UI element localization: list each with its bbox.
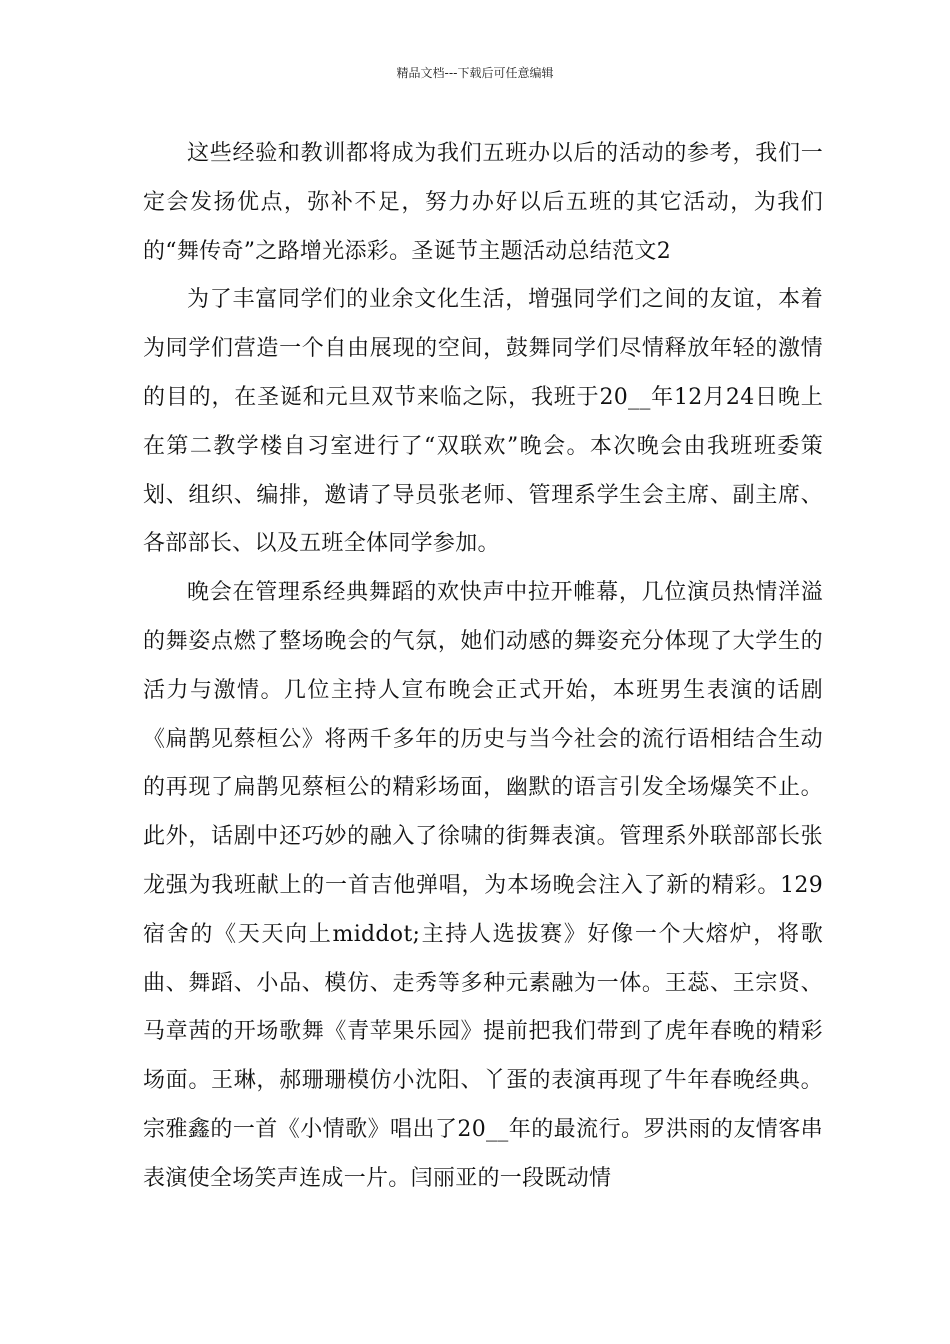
page-header: 精品文档---下载后可任意编辑 [396, 66, 554, 80]
paragraph-3: 晚会在管理系经典舞蹈的欢快声中拉开帷幕，几位演员热情洋溢的舞姿点燃了整场晚会的气氛，她们动感的舞姿充分体现了大学生的活力与激情。几位主持人宣布晚会正式开始，本班男生表演的话剧《扁鹊见蔡桓公》将两千多年的历史与当今社会的流行语相结合生动的再现了扁鹊见蔡桓公的精彩场面，幽默的语言引发全场爆笑不止。此外，话剧中还巧妙的融入了徐啸的街舞表演。管理系外联部部长张龙强为我班献上的一首吉他弹唱，为本场晚会注入了新的精彩。129宿舍的《天天向上middot;主持人选拔赛》好像一个大熔炉，将歌曲、舞蹈、小品、模仿、走秀等多种元素融为一体。王蕊、王宗贤、马章茜的开场歌舞《青苹果乐园》提前把我们带到了虎年春晚的精彩场面。王琳，郝珊珊模仿小沈阳、丫蛋的表演再现了牛年春晚经典。宗雅鑫的一首《小情歌》唱出了20__年的最流行。罗洪雨的友情客串表演使全场笑声连成一片。闫丽亚的一段既动情 [143, 580, 823, 1191]
paragraph-1: 这些经验和教训都将成为我们五班办以后的活动的参考，我们一定会发扬优点，弥补不足，努力办好以后五班的其它活动，为我们的“舞传奇”之路增光添彩。圣诞节主题活动总结范文2 [143, 141, 823, 264]
document-body [143, 130, 823, 1204]
paragraph-2: 为了丰富同学们的业余文化生活，增强同学们之间的友谊，本着为同学们营造一个自由展现的空间，鼓舞同学们尽情释放年轻的激情的目的，在圣诞和元旦双节来临之际，我班于20__年12月24日晚上在第二教学楼自习室进行了“双联欢”晚会。本次晚会由我班班委策划、组织、编排，邀请了导员张老师、管理系学生会主席、副主席、各部部长、以及五班全体同学参加。 [143, 287, 823, 557]
